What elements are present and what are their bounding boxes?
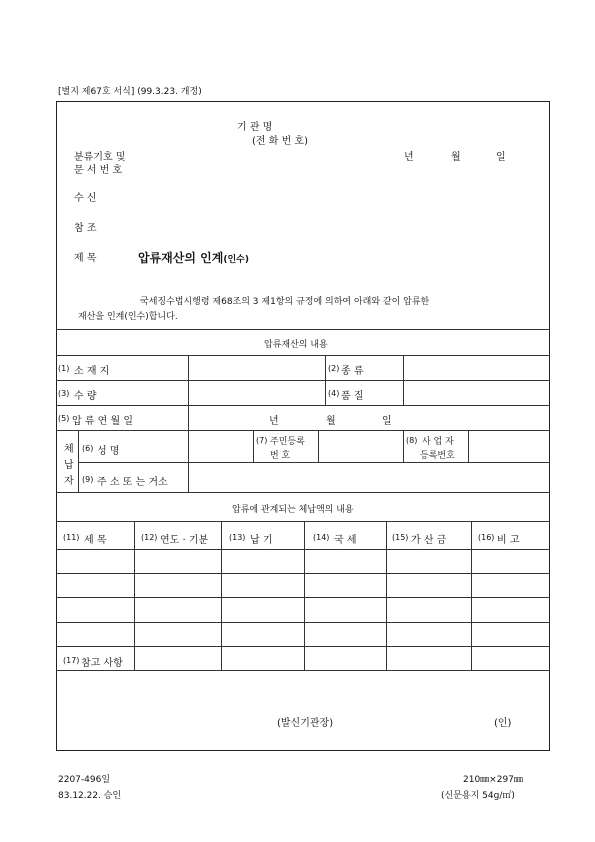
col-16-number: (16) — [478, 533, 495, 542]
footer-paper-type: (신문용지 54g/㎡) — [441, 791, 515, 801]
taxpayer-label-2: 납 — [64, 460, 74, 471]
footer-form-number: 2207-496일 — [58, 775, 111, 785]
field-8-label-1: 사 업 자 — [422, 437, 454, 447]
col-12-label: 연도 · 기분 — [160, 535, 209, 546]
divider — [403, 430, 404, 462]
field-4-label: 품 질 — [341, 391, 364, 402]
divider — [56, 521, 550, 522]
divider — [325, 355, 326, 405]
field-7-label-1: 주민등록 — [270, 437, 305, 447]
col-12-number: (12) — [141, 533, 158, 542]
recipient-label: 수 신 — [74, 193, 97, 204]
col-13-label: 납 기 — [250, 535, 273, 546]
agency-name: 기 관 명 — [237, 122, 273, 133]
col-15-number: (15) — [392, 533, 409, 542]
field-4-number: (4) — [328, 389, 340, 398]
divider — [188, 405, 189, 430]
subject-paren: (인수) — [223, 255, 249, 265]
divider — [78, 462, 550, 463]
divider — [471, 521, 472, 670]
divider — [56, 622, 550, 623]
divider — [188, 355, 189, 405]
doc-number-label-1: 분류기호 및 — [74, 152, 126, 163]
issuer-label: (발신기관장) — [277, 718, 334, 729]
field-8-label-2: 등록번호 — [420, 451, 455, 461]
col-13-number: (13) — [229, 533, 246, 542]
field-5-month: 월 — [326, 416, 336, 427]
col-14-label: 국 세 — [334, 535, 357, 546]
remarks-label: 참고 사항 — [81, 658, 123, 669]
subject-title — [138, 247, 249, 266]
col-16-label: 비 고 — [497, 535, 520, 546]
date-day-label: 일 — [496, 152, 506, 163]
body-line-1: 국세징수법시행령 제68조의 3 제1항의 규정에 의하여 아래와 같이 압류한 — [140, 297, 430, 307]
section2-title: 압류에 관계되는 체납액의 내용 — [232, 505, 354, 515]
field-3-label: 수 량 — [74, 391, 97, 402]
divider — [56, 329, 550, 330]
date-month-label: 월 — [451, 152, 461, 163]
divider — [56, 380, 550, 381]
divider — [56, 355, 550, 356]
footer-approval: 83.12.22. 승인 — [58, 791, 122, 801]
divider — [304, 521, 305, 670]
agency-phone: (전 화 번 호) — [252, 136, 308, 147]
field-5-day: 일 — [382, 416, 392, 427]
field-7-label-2: 번 호 — [270, 451, 291, 461]
field-5-number: (5) — [58, 414, 70, 423]
date-year-label: 년 — [404, 152, 414, 163]
form-header: [별지 제67호 서식] (99.3.23. 개정) — [58, 87, 202, 97]
field-8-number: (8) — [406, 436, 418, 445]
divider — [253, 430, 254, 462]
field-9-number: (9) — [82, 475, 94, 484]
divider — [403, 355, 404, 405]
divider — [56, 549, 550, 550]
taxpayer-label-1: 체 — [64, 444, 74, 455]
divider — [386, 521, 387, 670]
divider — [56, 573, 550, 574]
divider — [221, 521, 222, 670]
divider — [56, 597, 550, 598]
divider — [468, 430, 469, 462]
divider — [78, 430, 79, 492]
body-line-2: 재산을 인계(인수)합니다. — [78, 312, 178, 322]
divider — [134, 521, 135, 670]
divider — [56, 670, 550, 671]
subject-label: 제 목 — [74, 253, 97, 264]
col-11-label: 세 목 — [84, 535, 107, 546]
divider — [56, 646, 550, 647]
footer-paper-size: 210㎜×297㎜ — [463, 775, 523, 785]
field-5-year: 년 — [269, 416, 279, 427]
field-1-label: 소 재 지 — [74, 366, 110, 377]
field-2-number: (2) — [328, 364, 340, 373]
seal-mark: (인) — [494, 718, 512, 729]
field-7-number: (7) — [256, 436, 268, 445]
reference-label: 참 조 — [74, 223, 97, 234]
taxpayer-label-3: 자 — [64, 476, 74, 487]
col-11-number: (11) — [63, 533, 80, 542]
col-15-label: 가 산 금 — [411, 535, 447, 546]
section1-title: 압류재산의 내용 — [264, 340, 328, 350]
field-9-label: 주 소 또 는 거소 — [97, 477, 168, 488]
field-3-number: (3) — [58, 389, 70, 398]
divider — [56, 492, 550, 493]
field-6-label: 성 명 — [97, 446, 120, 457]
subject-main: 압류재산의 인계 — [138, 251, 224, 265]
field-2-label: 종 류 — [341, 366, 364, 377]
field-1-number: (1) — [58, 364, 70, 373]
field-6-number: (6) — [82, 444, 94, 453]
remarks-number: (17) — [63, 656, 80, 665]
divider — [188, 430, 189, 492]
field-5-label: 압 류 연 월 일 — [72, 416, 134, 427]
divider — [56, 430, 550, 431]
divider — [318, 430, 319, 462]
doc-number-label-2: 문 서 번 호 — [74, 165, 123, 176]
divider — [56, 405, 550, 406]
col-14-number: (14) — [313, 533, 330, 542]
